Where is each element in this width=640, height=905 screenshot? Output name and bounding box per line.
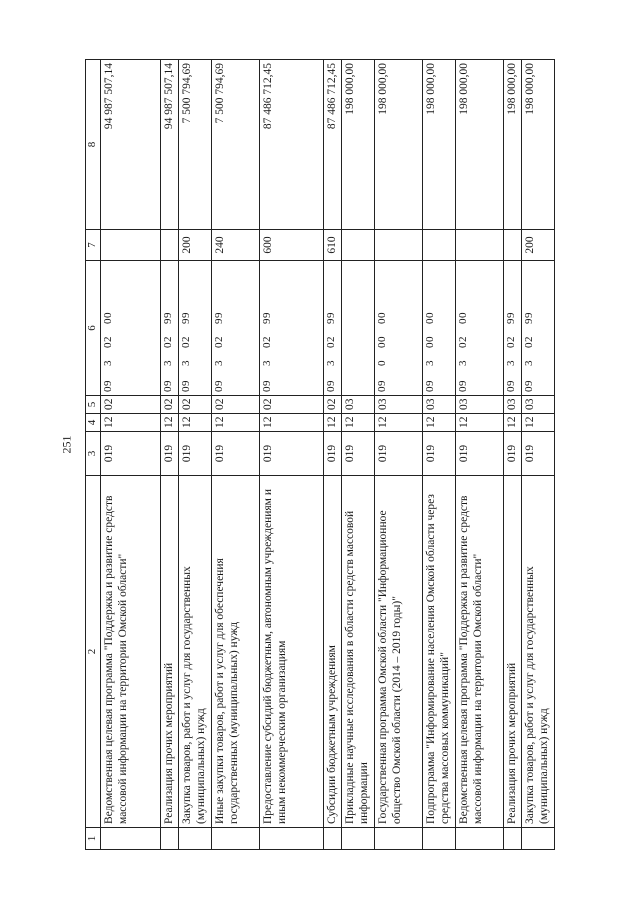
page-number: 251 — [59, 435, 74, 454]
code-6-part: 00 — [457, 312, 469, 324]
code-6-part: 3 — [457, 360, 469, 366]
code-6-part: 3 — [523, 360, 535, 366]
code-6-part: 02 — [162, 336, 174, 348]
row-index-cell — [161, 828, 179, 850]
code-6-part: 00 — [102, 312, 114, 324]
code-6-part: 02 — [505, 336, 517, 348]
code-6-cell — [375, 261, 423, 396]
code-4-cell: 12 — [212, 414, 260, 432]
budget-table-page — [85, 60, 550, 850]
code-3-cell: 019 — [375, 432, 423, 476]
code-5-cell: 03 — [423, 396, 456, 414]
budget-table — [85, 59, 555, 850]
code-6-part: 99 — [162, 312, 174, 324]
header-cell: 4 — [86, 414, 101, 432]
code-6-part: 99 — [523, 312, 535, 324]
code-6-part: 99 — [213, 312, 225, 324]
amount-cell: 198 000,00 — [342, 60, 375, 230]
table-row — [423, 60, 456, 850]
code-6-cell — [504, 261, 522, 396]
code-4-cell: 12 — [423, 414, 456, 432]
table-row — [260, 60, 324, 850]
code-6-part: 09 — [523, 380, 535, 392]
code-6-cell — [161, 261, 179, 396]
code-3-cell: 019 — [423, 432, 456, 476]
row-name-cell: Прикладные научные исследования в области средств массовой информации — [342, 476, 375, 828]
code-7-cell — [161, 230, 179, 261]
code-6-part: 99 — [261, 312, 273, 324]
code-6-part: 00 — [424, 312, 436, 324]
code-4-cell: 12 — [324, 414, 342, 432]
code-6-part: 00 — [376, 312, 388, 324]
code-6-part: 3 — [261, 360, 273, 366]
row-index-cell — [423, 828, 456, 850]
amount-cell: 198 000,00 — [504, 60, 522, 230]
row-name-cell: Закупка товаров, работ и услуг для государственных (муниципальных) нужд — [522, 476, 555, 828]
code-5-cell: 03 — [522, 396, 555, 414]
code-5-cell: 03 — [375, 396, 423, 414]
row-name-cell: Государственная программа Омской области "Информационное общество Омской области (2014 – 2019 годы)" — [375, 476, 423, 828]
code-7-cell: 200 — [522, 230, 555, 261]
code-6-cell — [324, 261, 342, 396]
code-3-cell: 019 — [161, 432, 179, 476]
code-5-cell: 02 — [161, 396, 179, 414]
code-6-cell — [179, 261, 212, 396]
amount-cell: 198 000,00 — [522, 60, 555, 230]
table-row — [101, 60, 161, 850]
header-cell: 5 — [86, 396, 101, 414]
code-3-cell: 019 — [522, 432, 555, 476]
code-3-cell: 019 — [260, 432, 324, 476]
row-name-cell: Реализация прочих мероприятий — [504, 476, 522, 828]
code-6-cell — [522, 261, 555, 396]
table-row — [342, 60, 375, 850]
table-row — [324, 60, 342, 850]
amount-cell: 198 000,00 — [423, 60, 456, 230]
code-6-part: 09 — [102, 380, 114, 392]
row-name-cell: Предоставление субсидий бюджетным, автономным учреждениям и иным некоммерческим организациям — [260, 476, 324, 828]
code-6-cell — [101, 261, 161, 396]
code-4-cell: 12 — [522, 414, 555, 432]
code-6-cell — [260, 261, 324, 396]
row-name-cell: Ведомственная целевая программа "Поддержка и развитие средств массовой информации на территории Омской области" — [456, 476, 504, 828]
code-6-part: 3 — [102, 360, 114, 366]
code-5-cell: 02 — [212, 396, 260, 414]
header-cell: 1 — [86, 828, 101, 850]
code-7-cell — [342, 230, 375, 261]
code-6-part: 09 — [180, 380, 192, 392]
code-6-part: 99 — [180, 312, 192, 324]
code-4-cell: 12 — [342, 414, 375, 432]
code-7-cell: 600 — [260, 230, 324, 261]
row-index-cell — [101, 828, 161, 850]
row-index-cell — [260, 828, 324, 850]
code-6-part: 09 — [162, 380, 174, 392]
code-7-cell: 610 — [324, 230, 342, 261]
code-5-cell: 02 — [179, 396, 212, 414]
code-7-cell — [456, 230, 504, 261]
code-5-cell: 02 — [101, 396, 161, 414]
code-4-cell: 12 — [260, 414, 324, 432]
table-row — [212, 60, 260, 850]
row-index-cell — [375, 828, 423, 850]
header-cell: 6 — [86, 261, 101, 396]
code-6-cell — [342, 261, 375, 396]
code-5-cell: 03 — [504, 396, 522, 414]
code-3-cell: 019 — [342, 432, 375, 476]
header-cell: 8 — [86, 60, 101, 230]
amount-cell: 7 500 794,69 — [179, 60, 212, 230]
row-name-cell: Субсидии бюджетным учреждениям — [324, 476, 342, 828]
code-3-cell: 019 — [456, 432, 504, 476]
row-name-cell: Реализация прочих мероприятий — [161, 476, 179, 828]
code-6-part: 3 — [325, 360, 337, 366]
code-3-cell: 019 — [324, 432, 342, 476]
code-3-cell: 019 — [212, 432, 260, 476]
header-cell: 2 — [86, 476, 101, 828]
code-6-cell — [212, 261, 260, 396]
amount-cell: 94 987 507,14 — [101, 60, 161, 230]
amount-cell: 7 500 794,69 — [212, 60, 260, 230]
code-6-part: 09 — [213, 380, 225, 392]
code-7-cell: 240 — [212, 230, 260, 261]
code-7-cell — [423, 230, 456, 261]
code-6-part: 3 — [424, 360, 436, 366]
code-6-part: 02 — [325, 336, 337, 348]
amount-cell: 87 486 712,45 — [324, 60, 342, 230]
code-7-cell: 200 — [179, 230, 212, 261]
table-row — [179, 60, 212, 850]
table-row — [161, 60, 179, 850]
row-index-cell — [342, 828, 375, 850]
code-7-cell — [101, 230, 161, 261]
code-6-part: 09 — [457, 380, 469, 392]
code-6-part: 02 — [102, 336, 114, 348]
table-row — [504, 60, 522, 850]
row-index-cell — [456, 828, 504, 850]
header-row — [86, 60, 101, 850]
row-name-cell: Иные закупки товаров, работ и услуг для обеспечения государственных (муниципальных) нужд — [212, 476, 260, 828]
code-6-part: 00 — [424, 336, 436, 348]
row-name-cell: Ведомственная целевая программа "Поддержка и развитие средств массовой информации на территории Омской области" — [101, 476, 161, 828]
row-index-cell — [179, 828, 212, 850]
code-6-part: 99 — [325, 312, 337, 324]
row-index-cell — [212, 828, 260, 850]
code-3-cell: 019 — [179, 432, 212, 476]
code-7-cell — [375, 230, 423, 261]
row-index-cell — [504, 828, 522, 850]
code-5-cell: 03 — [456, 396, 504, 414]
code-6-part: 0 — [376, 360, 388, 366]
code-6-part: 09 — [505, 380, 517, 392]
code-4-cell: 12 — [101, 414, 161, 432]
code-6-part: 00 — [376, 336, 388, 348]
code-4-cell: 12 — [179, 414, 212, 432]
table-body — [101, 60, 555, 850]
row-index-cell — [522, 828, 555, 850]
code-4-cell: 12 — [161, 414, 179, 432]
code-5-cell: 03 — [342, 396, 375, 414]
code-6-cell — [423, 261, 456, 396]
amount-cell: 198 000,00 — [456, 60, 504, 230]
code-3-cell: 019 — [504, 432, 522, 476]
code-5-cell: 02 — [260, 396, 324, 414]
code-6-part: 02 — [261, 336, 273, 348]
header-cell: 3 — [86, 432, 101, 476]
code-4-cell: 12 — [456, 414, 504, 432]
amount-cell: 198 000,00 — [375, 60, 423, 230]
code-3-cell: 019 — [101, 432, 161, 476]
header-cell: 7 — [86, 230, 101, 261]
code-6-part: 99 — [505, 312, 517, 324]
code-6-part: 09 — [424, 380, 436, 392]
code-6-part: 3 — [180, 360, 192, 366]
code-6-part: 09 — [376, 380, 388, 392]
code-6-part: 3 — [162, 360, 174, 366]
table-row — [375, 60, 423, 850]
code-6-part: 02 — [523, 336, 535, 348]
code-6-cell — [456, 261, 504, 396]
amount-cell: 94 987 507,14 — [161, 60, 179, 230]
code-6-part: 09 — [261, 380, 273, 392]
code-6-part: 02 — [457, 336, 469, 348]
table-row — [522, 60, 555, 850]
code-6-part: 02 — [213, 336, 225, 348]
code-6-part: 3 — [505, 360, 517, 366]
code-7-cell — [504, 230, 522, 261]
row-name-cell: Закупка товаров, работ и услуг для государственных (муниципальных) нужд — [179, 476, 212, 828]
code-6-part: 3 — [213, 360, 225, 366]
amount-cell: 87 486 712,45 — [260, 60, 324, 230]
code-4-cell: 12 — [375, 414, 423, 432]
code-6-part: 02 — [180, 336, 192, 348]
code-4-cell: 12 — [504, 414, 522, 432]
row-index-cell — [324, 828, 342, 850]
code-6-part: 09 — [325, 380, 337, 392]
row-name-cell: Подпрограмма "Информирование населения Омской области через средства массовых коммуникаций" — [423, 476, 456, 828]
code-5-cell: 02 — [324, 396, 342, 414]
table-row — [456, 60, 504, 850]
